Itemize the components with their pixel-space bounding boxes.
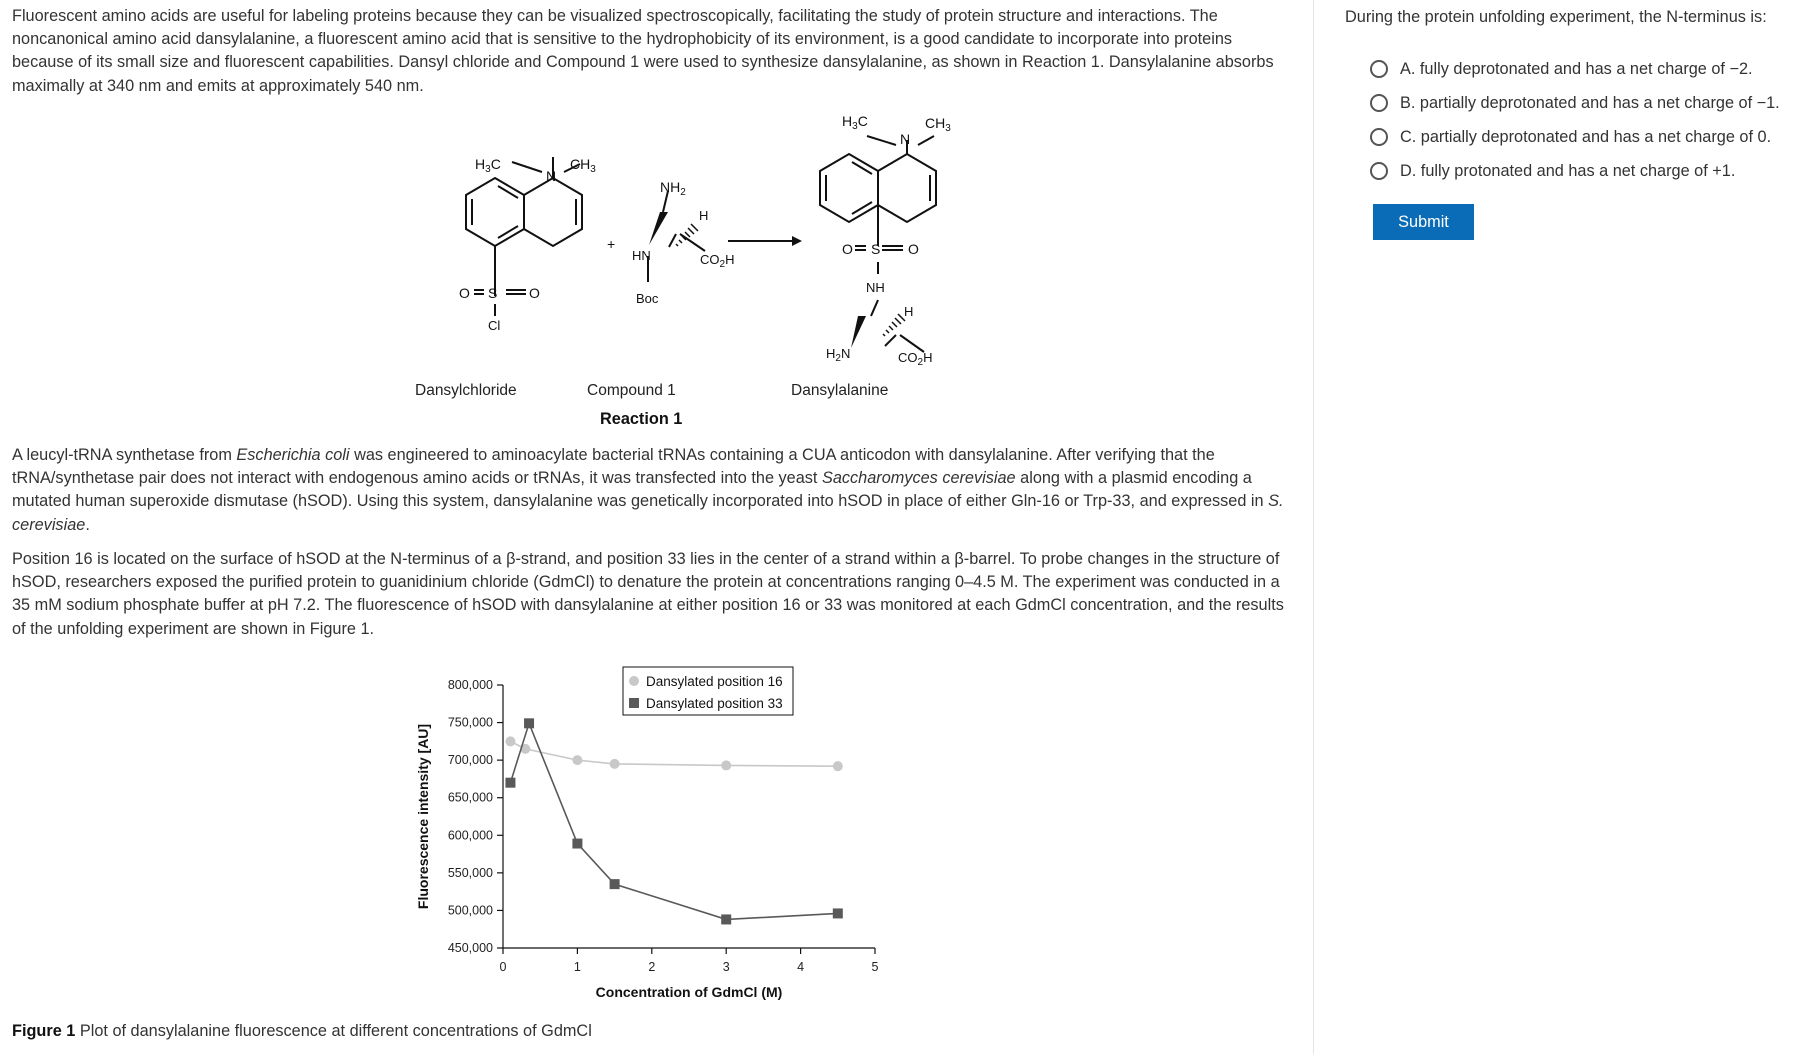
name-compound-1: Compound 1 [587,382,676,399]
x-tick-label: 2 [648,960,656,974]
radio-button[interactable] [1370,162,1388,180]
reaction-title: Reaction 1 [600,410,683,428]
atom-label: $H_2N$ [826,346,851,364]
option-label: B. partially deprotonated and has a net charge of −1. [1400,93,1780,112]
legend-label: Dansylated position 33 [646,696,783,711]
organism-name: S. cerevisiae [12,492,1284,534]
legend-marker-circle [629,676,639,686]
atom-label: O [459,285,470,301]
y-tick-label: 650,000 [447,790,493,805]
y-tick-label: 700,000 [447,753,493,768]
option-c[interactable] [1370,120,1780,154]
figure-label: Figure 1 [12,1022,76,1040]
y-tick-label: 800,000 [447,678,493,692]
atom-label: $CO_2H$ [898,350,933,368]
atom-label: Boc [636,291,659,306]
series-line-1 [510,741,837,766]
x-tick-label: 3 [722,960,730,974]
y-tick-label: 500,000 [447,903,493,918]
option-label: D. fully protonated and has a net charge of +1. [1400,161,1736,180]
passage-paragraph-1: Fluorescent amino acids are useful for labeling proteins because they can be visualized spectroscopically, facilitating the study of protein structure and interactions. The noncanonical amino acid dansylalanine, a fluorescent amino acid that is sensitive to the hydrophobicity of its environment, is a good candidate to incorporate into proteins because of its small size and fluorescent capabilities. Dansyl chloride and Compound 1 were used to synthesize dansylalanine, as shown in Reaction 1. Dansylalanine absorbs maximally at 340 nm and emits at approximately 540 nm. [12,7,1274,95]
radio-button[interactable] [1370,60,1388,78]
atom-label: $CH_3$ [570,156,596,175]
answer-options [1370,52,1780,188]
atom-label: N [546,168,557,184]
atom-label: S [871,241,881,257]
plus-sign: + [607,236,616,252]
y-tick-label: 550,000 [447,865,493,880]
x-tick-label: 4 [797,960,805,974]
atom-label: Cl [488,318,501,333]
option-d[interactable] [1370,154,1780,188]
atom-label: N [900,131,911,147]
atom-label: HN [632,248,651,263]
text-run: along with a plasmid encoding a mutated human superoxide dismutase (hSOD). Using this system, dansylalanine was genetically incorporated into hSOD in place of either Gln-16 or Trp-33, and expressed in [12,469,1269,511]
figure-caption-text: Plot of dansylalanine fluorescence at different concentrations of GdmCl [75,1022,592,1040]
atom-label: H [699,208,709,223]
text-run: was engineered to aminoacylate bacterial tRNAs containing a CUA anticodon with dansylalanine. After verifying that the tRNA/synthetase pair does not interact with endogenous amino acids or tRNAs, it was transfected into the yeast [12,446,1215,488]
atom-label: $CO_2H$ [700,252,735,270]
y-axis-label: Fluorescence intensity [AU] [415,723,431,910]
panel-divider [1313,0,1314,1054]
radio-button[interactable] [1370,128,1388,146]
legend-label: Dansylated position 16 [646,674,783,689]
data-point-position-33 [721,914,731,924]
data-point-position-16 [572,755,582,765]
data-point-position-33 [524,718,534,728]
y-tick-label: 450,000 [447,941,493,955]
x-axis-label: Concentration of GdmCl (M) [595,984,783,1000]
radio-button[interactable] [1370,94,1388,112]
option-b[interactable] [1370,86,1780,120]
atom-label: O [842,241,853,257]
x-tick-label: 5 [871,960,879,974]
x-tick-label: 0 [499,960,507,974]
series-line-2 [510,723,837,919]
data-point-position-33 [610,879,620,889]
atom-label: $H_3C$ [475,156,501,175]
text-run: . [85,515,90,534]
data-point-position-16 [610,759,620,769]
y-tick-label: 600,000 [447,828,493,843]
organism-name: Escherichia coli [236,446,350,464]
name-dansylalanine: Dansylalanine [791,382,889,399]
atom-label: $NH_2$ [660,179,686,198]
legend-marker-square [629,698,639,708]
text-run: A leucyl-tRNA synthetase from [12,446,237,464]
atom-label: $H_3C$ [842,113,868,132]
option-label: C. partially deprotonated and has a net charge of 0. [1400,127,1772,146]
option-a[interactable] [1370,52,1780,86]
question-text: During the protein unfolding experiment, the N-terminus is: [1345,8,1767,26]
atom-label: NH [866,280,885,295]
data-point-position-33 [505,778,515,788]
name-dansylchloride: Dansylchloride [415,382,517,399]
submit-button[interactable]: Submit [1373,204,1474,240]
atom-label: $CH_3$ [925,115,951,134]
data-point-position-16 [833,761,843,771]
atom-label: O [529,285,540,301]
option-label: A. fully deprotonated and has a net charge of −2. [1400,59,1753,78]
data-point-position-33 [833,908,843,918]
x-tick-label: 1 [573,960,581,974]
figure-caption [12,1022,592,1041]
organism-name: Saccharomyces cerevisiae [821,469,1016,488]
atom-label: S [488,285,498,301]
y-tick-label: 750,000 [447,715,493,730]
atom-label: H [904,304,914,319]
data-point-position-16 [721,760,731,770]
data-point-position-16 [505,736,515,746]
data-point-position-33 [572,839,582,849]
passage-paragraph-3: Position 16 is located on the surface of hSOD at the N-terminus of a β-strand, and position 33 lies in the center of a strand within a β-barrel. To probe changes in the structure of hSOD, researchers exposed the purified protein to guanidinium chloride (GdmCl) to denature the protein at concentrations ranging 0–4.5 M. The experiment was conducted in a 35 mM sodium phosphate buffer at pH 7.2. The fluorescence of hSOD with dansylalanine at either position 16 or 33 was monitored at each GdmCl concentration, and the results of the unfolding experiment are shown in Figure 1. [12,550,1284,638]
atom-label: O [908,241,919,257]
